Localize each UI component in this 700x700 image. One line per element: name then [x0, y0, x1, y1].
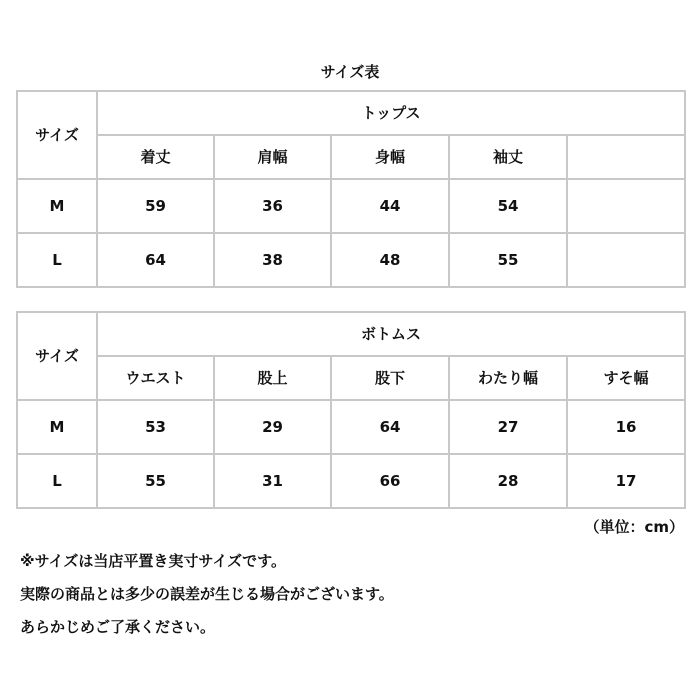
table-cell: [567, 179, 685, 233]
size-header: サイズ: [17, 91, 97, 179]
table-cell: 59: [97, 179, 214, 233]
table-cell: 28: [449, 454, 567, 508]
table-cell: [567, 233, 685, 287]
unit-note: （単位：cm）: [584, 518, 684, 536]
column-header: 着丈: [97, 135, 214, 179]
table-row: [17, 233, 685, 287]
tops-size-table: [16, 90, 686, 288]
column-header-row: [17, 356, 685, 400]
table-cell: 64: [97, 233, 214, 287]
column-header: 肩幅: [214, 135, 331, 179]
table-cell: 55: [449, 233, 567, 287]
group-header: トップス: [97, 91, 685, 135]
size-cell: M: [17, 179, 97, 233]
table-cell: 16: [567, 400, 685, 454]
table-row: [17, 400, 685, 454]
column-header: すそ幅: [567, 356, 685, 400]
bottoms-size-table: [16, 311, 686, 509]
table-header-row: [17, 312, 685, 356]
table-cell: 53: [97, 400, 214, 454]
note-line: あらかじめご了承ください。: [20, 618, 216, 636]
column-header-row: [17, 135, 685, 179]
table-row: [17, 454, 685, 508]
page-title: サイズ表: [320, 63, 380, 81]
table-cell: 48: [331, 233, 449, 287]
column-header: 股下: [331, 356, 449, 400]
table-cell: 36: [214, 179, 331, 233]
size-cell: L: [17, 233, 97, 287]
table-cell: 54: [449, 179, 567, 233]
column-header: 袖丈: [449, 135, 567, 179]
size-cell: M: [17, 400, 97, 454]
column-header: [567, 135, 685, 179]
table-cell: 66: [331, 454, 449, 508]
note-line: 実際の商品とは多少の誤差が生じる場合がございます。: [20, 585, 394, 603]
note-line: ※サイズは当店平置き実寸サイズです。: [20, 552, 286, 570]
table-cell: 31: [214, 454, 331, 508]
column-header: 身幅: [331, 135, 449, 179]
table-cell: 44: [331, 179, 449, 233]
column-header: ウエスト: [97, 356, 214, 400]
size-notes: [20, 545, 680, 644]
table-cell: 55: [97, 454, 214, 508]
table-cell: 27: [449, 400, 567, 454]
size-cell: L: [17, 454, 97, 508]
table-cell: 29: [214, 400, 331, 454]
table-cell: 64: [331, 400, 449, 454]
table-cell: 17: [567, 454, 685, 508]
group-header: ボトムス: [97, 312, 685, 356]
size-header: サイズ: [17, 312, 97, 400]
table-cell: 38: [214, 233, 331, 287]
column-header: 股上: [214, 356, 331, 400]
column-header: わたり幅: [449, 356, 567, 400]
table-header-row: [17, 91, 685, 135]
table-row: [17, 179, 685, 233]
